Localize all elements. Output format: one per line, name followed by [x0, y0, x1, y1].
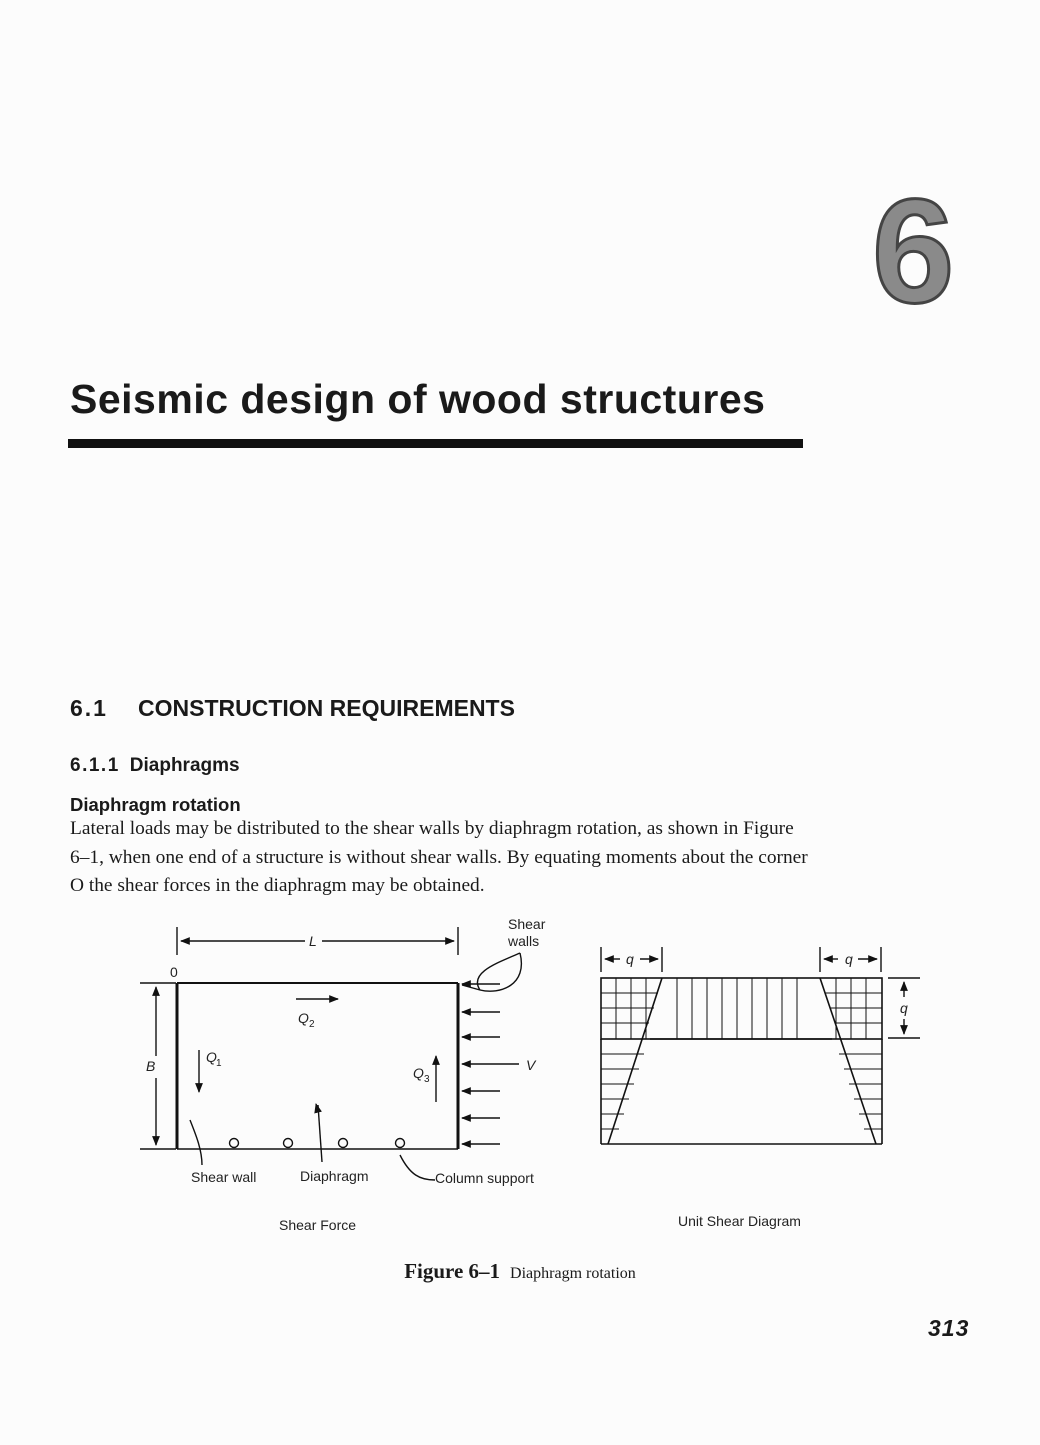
label-b: B: [146, 1058, 156, 1074]
subsection-number: 6.1.1: [70, 755, 120, 776]
body-paragraph: [70, 815, 970, 901]
label-shear-walls-2: walls: [508, 933, 540, 949]
diaphragm-leader: [318, 1105, 322, 1162]
label-shear-wall: Shear wall: [191, 1169, 257, 1185]
figure-caption-label: Figure 6–1: [404, 1259, 501, 1283]
title-rule: [68, 439, 803, 448]
diagram-slope-left: [608, 978, 662, 1144]
paragraph-line: Lateral loads may be distributed to the shear walls by diaphragm rotation, as shown in Figure: [70, 818, 794, 839]
diagram-hatch: [601, 978, 882, 1129]
label-q2-sub: 2: [309, 1019, 315, 1030]
right-panel-title: Unit Shear Diagram: [678, 1213, 801, 1229]
label-q1: Q: [206, 1049, 217, 1065]
section-heading: [70, 695, 515, 722]
diagram-slope-right: [820, 978, 876, 1144]
run-in-heading: Diaphragm rotation: [70, 794, 241, 815]
subsection-heading: [70, 755, 240, 777]
column-support-leader: [400, 1155, 435, 1180]
label-column-support: Column support: [435, 1170, 534, 1186]
shear-wall-leader: [190, 1120, 202, 1165]
section-title: CONSTRUCTION REQUIREMENTS: [138, 695, 515, 721]
section-number: 6.1: [70, 695, 108, 721]
unit-shear-band: [601, 978, 882, 1039]
subsection-title: Diaphragms: [129, 755, 240, 776]
label-q2: Q: [298, 1010, 309, 1026]
label-corner-o: 0: [170, 964, 178, 980]
label-q3: Q: [413, 1065, 424, 1081]
label-q3-sub: 3: [424, 1074, 430, 1085]
label-q1-sub: 1: [216, 1058, 222, 1069]
label-diaphragm: Diaphragm: [300, 1168, 369, 1184]
column-support-icon: [230, 1139, 239, 1148]
label-l: L: [309, 933, 317, 949]
figure-caption: [0, 1259, 1040, 1284]
column-support-icon: [396, 1139, 405, 1148]
shear-walls-leader: [462, 953, 521, 991]
paragraph-line: O the shear forces in the diaphragm may be obtained.: [70, 875, 485, 896]
label-q-height: q: [900, 1000, 908, 1016]
figure-caption-text: Diaphragm rotation: [510, 1265, 636, 1282]
chapter-title: Seismic design of wood structures: [70, 376, 766, 422]
paragraph-line: 6–1, when one end of a structure is without shear walls. By equating moments about the corner: [70, 846, 808, 868]
page-number: 313: [928, 1315, 970, 1341]
column-support-icon: [284, 1139, 293, 1148]
label-v: V: [526, 1057, 536, 1073]
chapter-number: 6: [872, 169, 955, 334]
left-panel-title: Shear Force: [279, 1217, 357, 1233]
label-q-right: q: [845, 951, 853, 967]
label-shear-walls-1: Shear: [508, 916, 546, 932]
column-support-icon: [339, 1139, 348, 1148]
label-q-left: q: [626, 951, 634, 967]
